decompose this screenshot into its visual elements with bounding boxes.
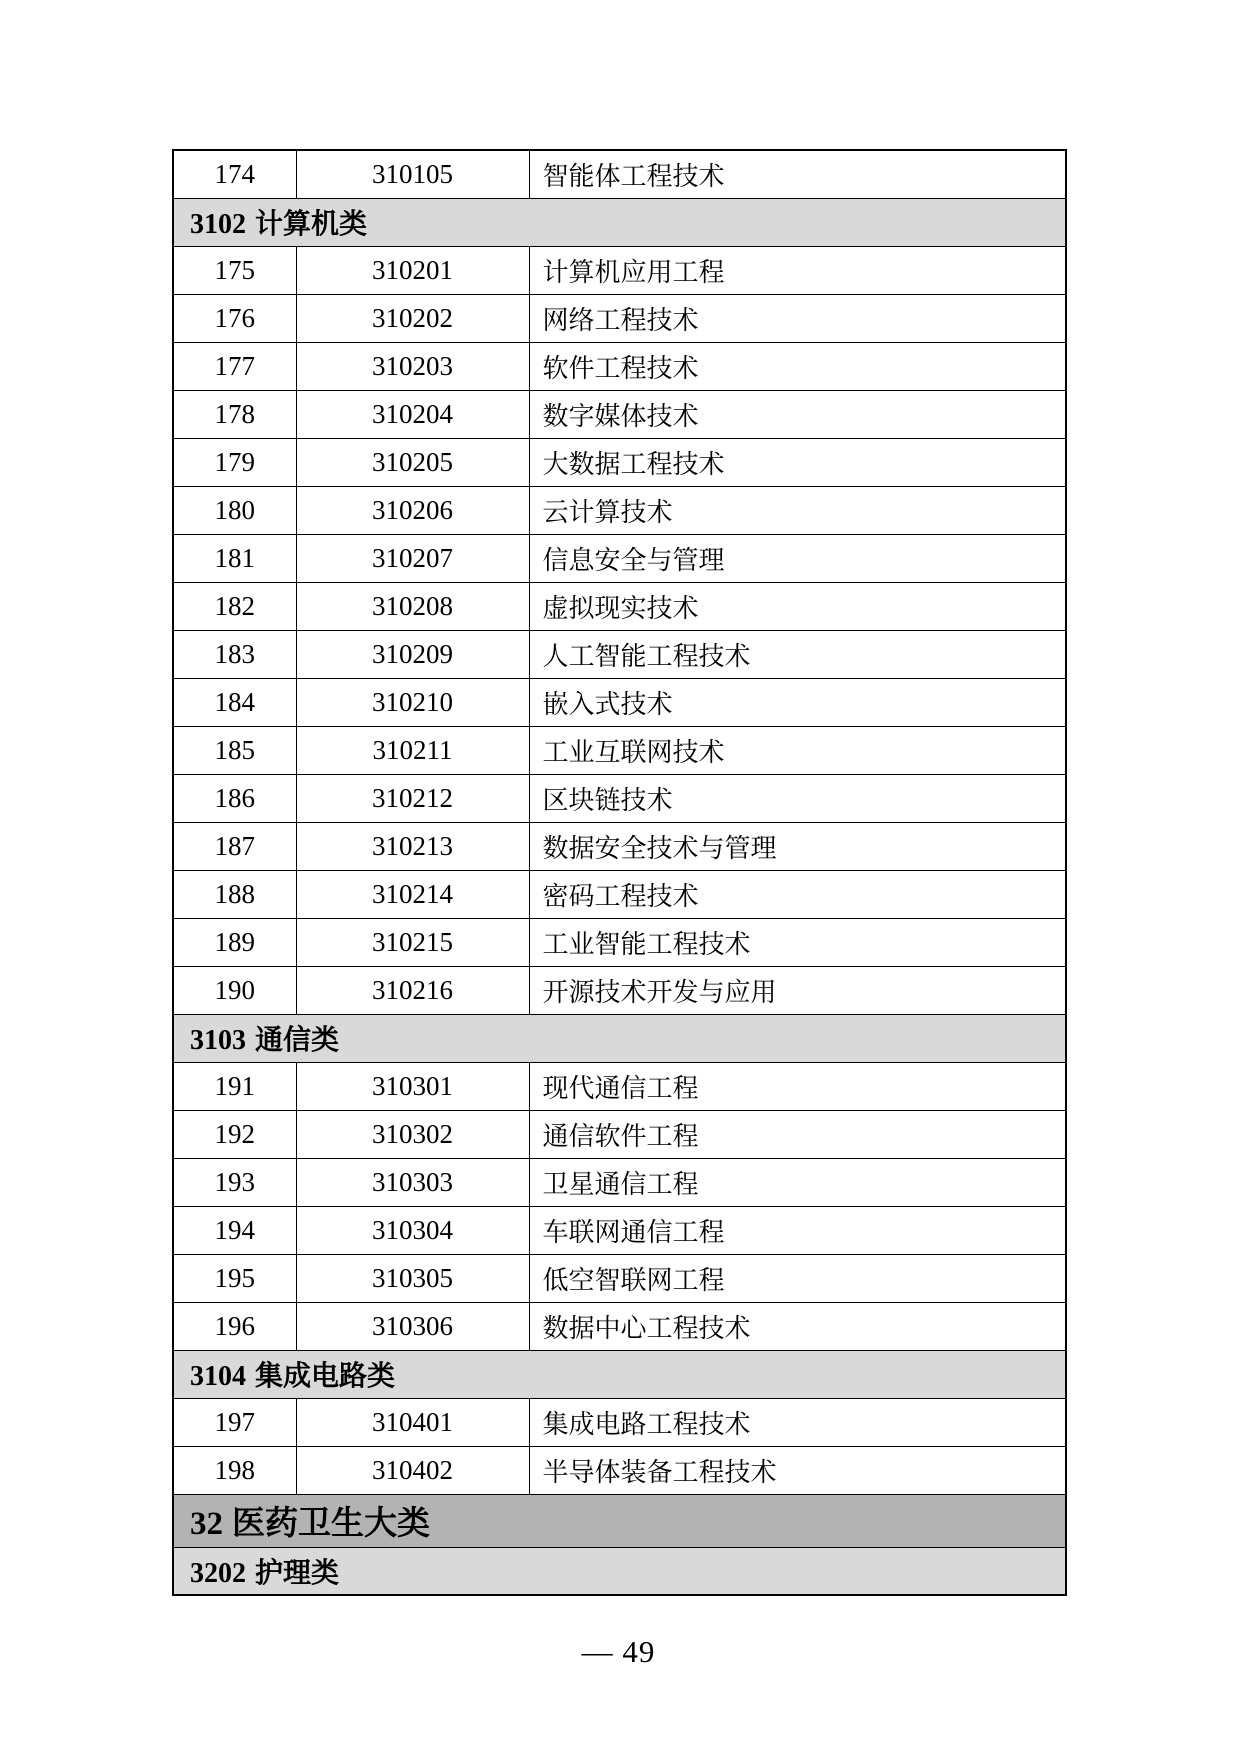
header-code: 32: [190, 1506, 223, 1542]
cell-major-name: 通信软件工程: [529, 1110, 1066, 1158]
cell-major-name: 车联网通信工程: [529, 1206, 1066, 1254]
table-row: [173, 342, 1066, 390]
table-row: [173, 1158, 1066, 1206]
page-number: — 49: [581, 1634, 656, 1669]
cell-major-code: 310305: [296, 1254, 529, 1302]
cell-row-number: 176: [173, 294, 296, 342]
cell-major-code: 310211: [296, 726, 529, 774]
cell-major-code: 310303: [296, 1158, 529, 1206]
cell-major-code: 310210: [296, 678, 529, 726]
major-category-header-label: [173, 1494, 1066, 1547]
cell-major-name: 集成电路工程技术: [529, 1398, 1066, 1446]
table-row: [173, 1398, 1066, 1446]
cell-row-number: 191: [173, 1062, 296, 1110]
table-row: [173, 246, 1066, 294]
cell-row-number: 184: [173, 678, 296, 726]
major-category-header-row: [173, 1494, 1066, 1547]
cell-major-name: 现代通信工程: [529, 1062, 1066, 1110]
cell-major-name: 区块链技术: [529, 774, 1066, 822]
cell-row-number: 177: [173, 342, 296, 390]
table-row: [173, 1254, 1066, 1302]
cell-major-name: 工业互联网技术: [529, 726, 1066, 774]
header-label: 集成电路类: [255, 1361, 396, 1392]
table-row: [173, 1206, 1066, 1254]
cell-major-code: 310204: [296, 390, 529, 438]
cell-major-code: 310201: [296, 246, 529, 294]
cell-row-number: 185: [173, 726, 296, 774]
cell-row-number: 178: [173, 390, 296, 438]
header-code: 3202: [190, 1557, 246, 1589]
cell-row-number: 197: [173, 1398, 296, 1446]
cell-row-number: 198: [173, 1446, 296, 1494]
header-label: 通信类: [255, 1025, 340, 1056]
cell-major-name: 软件工程技术: [529, 342, 1066, 390]
cell-major-name: 虚拟现实技术: [529, 582, 1066, 630]
cell-row-number: 195: [173, 1254, 296, 1302]
section-header-label: [173, 1547, 1066, 1595]
cell-major-code: 310202: [296, 294, 529, 342]
table-row: [173, 1110, 1066, 1158]
cell-row-number: 192: [173, 1110, 296, 1158]
cell-major-name: 计算机应用工程: [529, 246, 1066, 294]
cell-row-number: 193: [173, 1158, 296, 1206]
cell-major-name: 嵌入式技术: [529, 678, 1066, 726]
cell-major-code: 310304: [296, 1206, 529, 1254]
table-row: [173, 150, 1066, 198]
table-row: [173, 534, 1066, 582]
cell-major-name: 数据中心工程技术: [529, 1302, 1066, 1350]
table-row: [173, 1062, 1066, 1110]
header-label: 医药卫生大类: [232, 1506, 430, 1542]
cell-major-code: 310215: [296, 918, 529, 966]
cell-row-number: 181: [173, 534, 296, 582]
table-row: [173, 630, 1066, 678]
cell-major-code: 310216: [296, 966, 529, 1014]
cell-major-name: 大数据工程技术: [529, 438, 1066, 486]
table-row: [173, 966, 1066, 1014]
section-header-row: [173, 198, 1066, 246]
table-row: [173, 1302, 1066, 1350]
cell-major-code: 310302: [296, 1110, 529, 1158]
cell-row-number: 180: [173, 486, 296, 534]
cell-row-number: 187: [173, 822, 296, 870]
cell-row-number: 186: [173, 774, 296, 822]
cell-major-code: 310203: [296, 342, 529, 390]
section-header-row: [173, 1547, 1066, 1595]
header-code: 3103: [190, 1025, 246, 1056]
table-row: [173, 438, 1066, 486]
cell-row-number: 196: [173, 1302, 296, 1350]
cell-major-code: 310301: [296, 1062, 529, 1110]
table-row: [173, 918, 1066, 966]
cell-major-code: 310402: [296, 1446, 529, 1494]
header-label: 护理类: [255, 1557, 340, 1589]
cell-major-name: 数字媒体技术: [529, 390, 1066, 438]
majors-table: [172, 149, 1067, 1596]
table-row: [173, 678, 1066, 726]
table-row: [173, 390, 1066, 438]
section-header-label: [173, 198, 1066, 246]
cell-major-name: 卫星通信工程: [529, 1158, 1066, 1206]
table-row: [173, 294, 1066, 342]
cell-row-number: 194: [173, 1206, 296, 1254]
cell-major-code: 310213: [296, 822, 529, 870]
cell-major-name: 开源技术开发与应用: [529, 966, 1066, 1014]
cell-row-number: 179: [173, 438, 296, 486]
table-row: [173, 726, 1066, 774]
table-row: [173, 870, 1066, 918]
cell-major-name: 信息安全与管理: [529, 534, 1066, 582]
table-row: [173, 1446, 1066, 1494]
cell-major-code: 310206: [296, 486, 529, 534]
cell-row-number: 188: [173, 870, 296, 918]
cell-row-number: 175: [173, 246, 296, 294]
cell-row-number: 190: [173, 966, 296, 1014]
table-row: [173, 822, 1066, 870]
header-code: 3102: [190, 209, 246, 240]
cell-major-name: 工业智能工程技术: [529, 918, 1066, 966]
header-label: 计算机类: [255, 209, 368, 240]
section-header-label: [173, 1350, 1066, 1398]
cell-major-name: 人工智能工程技术: [529, 630, 1066, 678]
cell-major-name: 智能体工程技术: [529, 150, 1066, 198]
cell-row-number: 189: [173, 918, 296, 966]
cell-row-number: 174: [173, 150, 296, 198]
table-row: [173, 774, 1066, 822]
cell-major-name: 低空智联网工程: [529, 1254, 1066, 1302]
cell-major-code: 310207: [296, 534, 529, 582]
section-header-row: [173, 1014, 1066, 1062]
cell-major-code: 310306: [296, 1302, 529, 1350]
section-header-row: [173, 1350, 1066, 1398]
section-header-label: [173, 1014, 1066, 1062]
cell-major-name: 数据安全技术与管理: [529, 822, 1066, 870]
cell-major-code: 310105: [296, 150, 529, 198]
cell-major-code: 310214: [296, 870, 529, 918]
cell-major-name: 半导体装备工程技术: [529, 1446, 1066, 1494]
cell-major-name: 密码工程技术: [529, 870, 1066, 918]
cell-major-code: 310401: [296, 1398, 529, 1446]
cell-row-number: 182: [173, 582, 296, 630]
table-row: [173, 582, 1066, 630]
cell-major-code: 310208: [296, 582, 529, 630]
table-row: [173, 486, 1066, 534]
cell-major-name: 云计算技术: [529, 486, 1066, 534]
majors-table-body: [173, 150, 1066, 1595]
cell-major-code: 310205: [296, 438, 529, 486]
cell-major-code: 310209: [296, 630, 529, 678]
cell-row-number: 183: [173, 630, 296, 678]
cell-major-name: 网络工程技术: [529, 294, 1066, 342]
cell-major-code: 310212: [296, 774, 529, 822]
header-code: 3104: [190, 1361, 246, 1392]
